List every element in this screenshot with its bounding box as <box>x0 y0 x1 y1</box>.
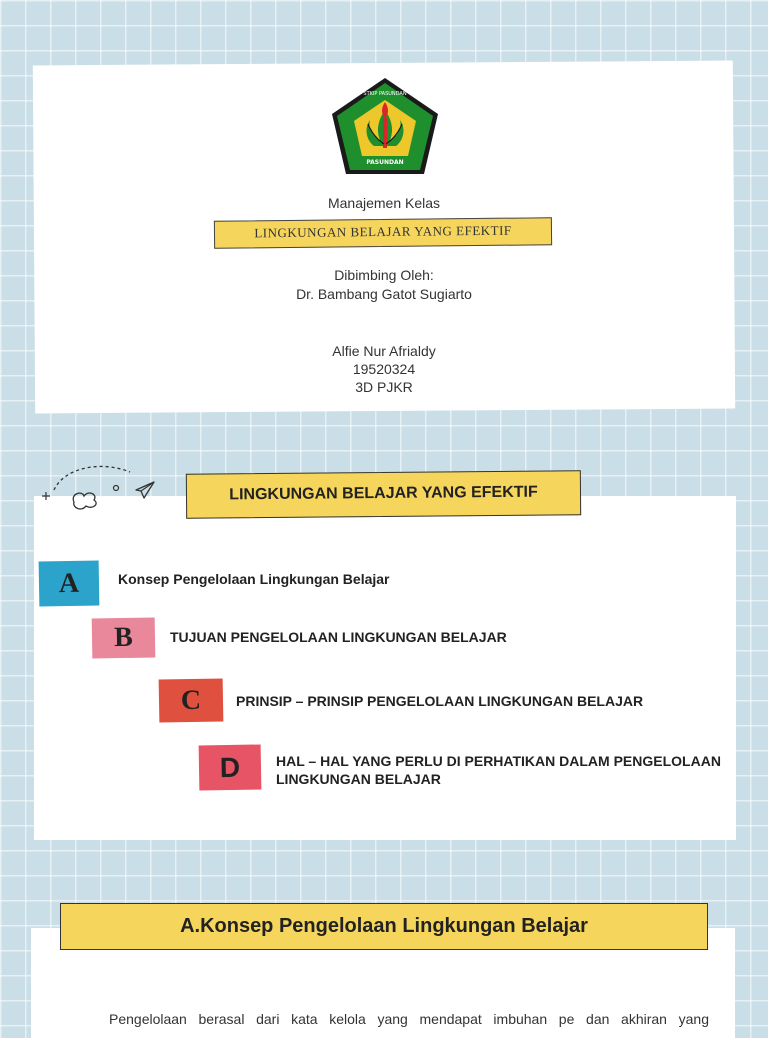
school-logo <box>328 74 442 188</box>
outline-item-b: TUJUAN PENGELOLAAN LINGKUNGAN BELAJAR <box>170 629 507 645</box>
badge-b: B <box>92 617 156 658</box>
student-name: Alfie Nur Afrialdy <box>332 343 436 359</box>
outline-card <box>34 496 736 840</box>
badge-d: D <box>199 744 262 790</box>
student-id: 19520324 <box>352 361 416 377</box>
badge-a: A <box>39 560 100 606</box>
section-a-paragraph: Pengelolaan berasal dari kata kelola yang mendapat imbuhan pe dan akhiran yang <box>109 1011 709 1027</box>
section-a-title: A.Konsep Pengelolaan Lingkungan Belajar <box>60 903 708 950</box>
paper-plane-doodle-icon <box>40 458 160 514</box>
badge-c: C <box>159 678 224 722</box>
outline-item-c: PRINSIP – PRINSIP PENGELOLAAN LINGKUNGAN BELAJAR <box>236 693 644 709</box>
outline-item-a: Konsep Pengelolaan Lingkungan Belajar <box>118 571 390 587</box>
svg-text:STKIP PASUNDAN: STKIP PASUNDAN <box>363 91 407 97</box>
outline-item-d: HAL – HAL YANG PERLU DI PERHATIKAN DALAM PENGELOLAAN LINGKUNGAN BELAJAR <box>276 753 721 787</box>
supervisor-label: Dibimbing Oleh: <box>334 267 434 283</box>
outline-title: LINGKUNGAN BELAJAR YANG EFEKTIF <box>186 470 581 518</box>
topic-banner: LINGKUNGAN BELAJAR YANG EFEKTIF <box>214 217 552 249</box>
student-class: 3D PJKR <box>355 379 413 395</box>
svg-text:PASUNDAN: PASUNDAN <box>366 159 404 166</box>
course-title: Manajemen Kelas <box>327 195 441 211</box>
supervisor-name: Dr. Bambang Gatot Sugiarto <box>296 286 472 302</box>
